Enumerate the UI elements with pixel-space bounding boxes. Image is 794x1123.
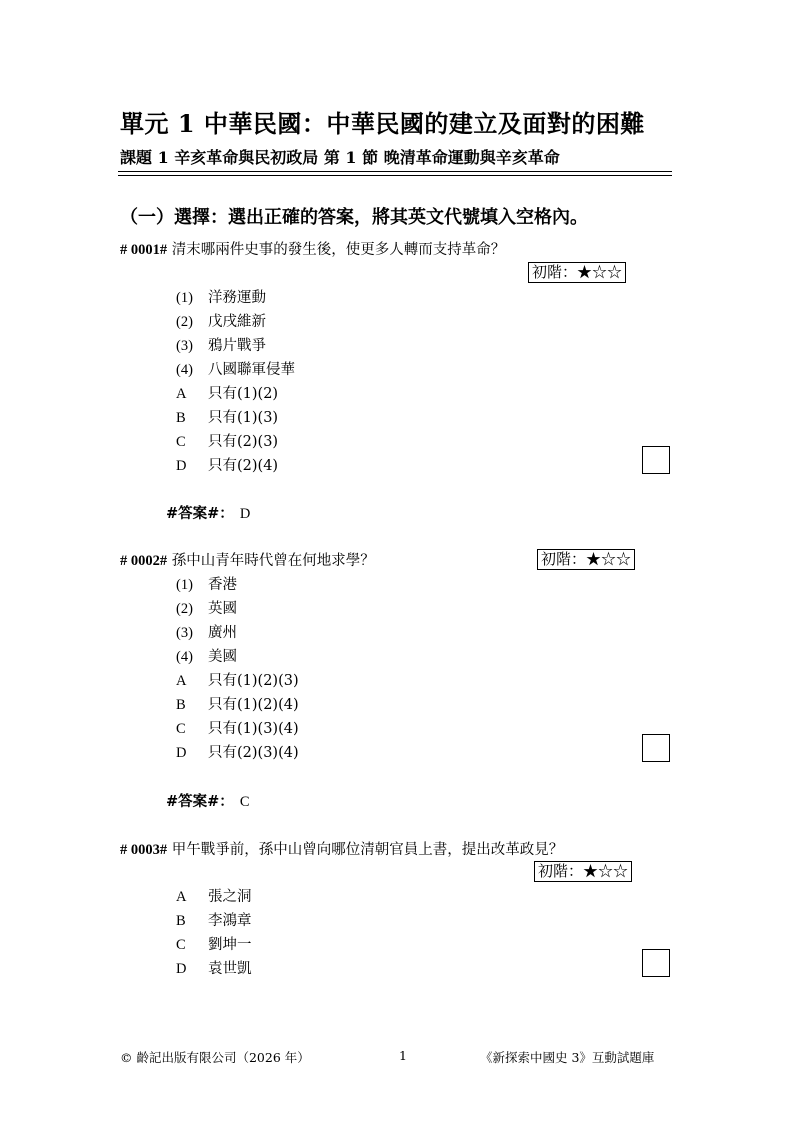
- question-3-choice-b: B 李鴻章: [176, 913, 252, 929]
- footer-page-number: 1: [399, 1048, 407, 1063]
- question-1-answer: #答案#： D: [166, 505, 251, 522]
- question-3-text: 甲午戰爭前，孫中山曾向哪位清朝官員上書，提出改革政見？: [171, 842, 564, 858]
- question-2-choice-c: C 只有(1)(3)(4): [176, 721, 299, 737]
- question-2-answer-box[interactable]: [642, 734, 670, 762]
- question-1-statement-1: (1) 洋務運動: [176, 290, 266, 306]
- question-2-statement-4: (4) 美國: [176, 649, 237, 665]
- header-divider-top: [118, 171, 672, 172]
- question-1-statement-3: (3) 鴉片戰爭: [176, 338, 266, 354]
- question-2-statement-2: (2) 英國: [176, 601, 237, 617]
- question-1-header: [120, 238, 505, 259]
- question-3-number: # 0003#: [120, 842, 168, 858]
- page-title: 單元 1 中華民國：中華民國的建立及面對的困難: [120, 109, 645, 138]
- question-1-text: 清末哪兩件史事的發生後，使更多人轉而支持革命？: [171, 242, 506, 258]
- question-3-choice-d: D 袁世凱: [176, 961, 252, 977]
- question-2-level-badge: 初階：★☆☆: [537, 549, 635, 570]
- question-1-level-badge: 初階：★☆☆: [528, 262, 626, 283]
- question-3-level-badge: 初階：★☆☆: [534, 861, 632, 882]
- question-3-choice-c: C 劉坤一: [176, 937, 252, 953]
- question-2-number: # 0002#: [120, 553, 168, 569]
- question-3-header: [120, 838, 563, 859]
- question-1-choice-b: B 只有(1)(3): [176, 410, 279, 426]
- footer-copyright: © 齡記出版有限公司（2026 年）: [120, 1050, 310, 1065]
- header-divider-bottom: [118, 175, 672, 176]
- question-2-choice-b: B 只有(1)(2)(4): [176, 697, 299, 713]
- question-1-statement-4: (4) 八國聯軍侵華: [176, 362, 295, 378]
- question-1-answer-box[interactable]: [642, 446, 670, 474]
- question-2-answer: #答案#： C: [166, 793, 250, 810]
- question-2-header: [120, 549, 375, 570]
- section-heading: （一）選擇：選出正確的答案，將其英文代號填入空格內。: [120, 207, 588, 228]
- question-1-choice-d: D 只有(2)(4): [176, 458, 279, 474]
- question-2-statement-1: (1) 香港: [176, 577, 237, 593]
- question-2-statement-3: (3) 廣州: [176, 625, 237, 641]
- question-2-text: 孫中山青年時代曾在何地求學？: [171, 553, 375, 569]
- page-subtitle: 課題 1 辛亥革命與民初政局 第 1 節 晚清革命運動與辛亥革命: [120, 148, 560, 167]
- question-1-number: # 0001#: [120, 242, 168, 258]
- footer-book-title: 《新探索中國史 3》互動試題庫: [480, 1050, 655, 1065]
- question-1-statement-2: (2) 戊戌維新: [176, 314, 266, 330]
- question-3-choice-a: A 張之洞: [176, 889, 252, 905]
- question-1-choice-c: C 只有(2)(3): [176, 434, 279, 450]
- question-2-choice-d: D 只有(2)(3)(4): [176, 745, 299, 761]
- question-1-choice-a: A 只有(1)(2): [176, 386, 279, 402]
- question-2-choice-a: A 只有(1)(2)(3): [176, 673, 299, 689]
- question-3-answer-box[interactable]: [642, 949, 670, 977]
